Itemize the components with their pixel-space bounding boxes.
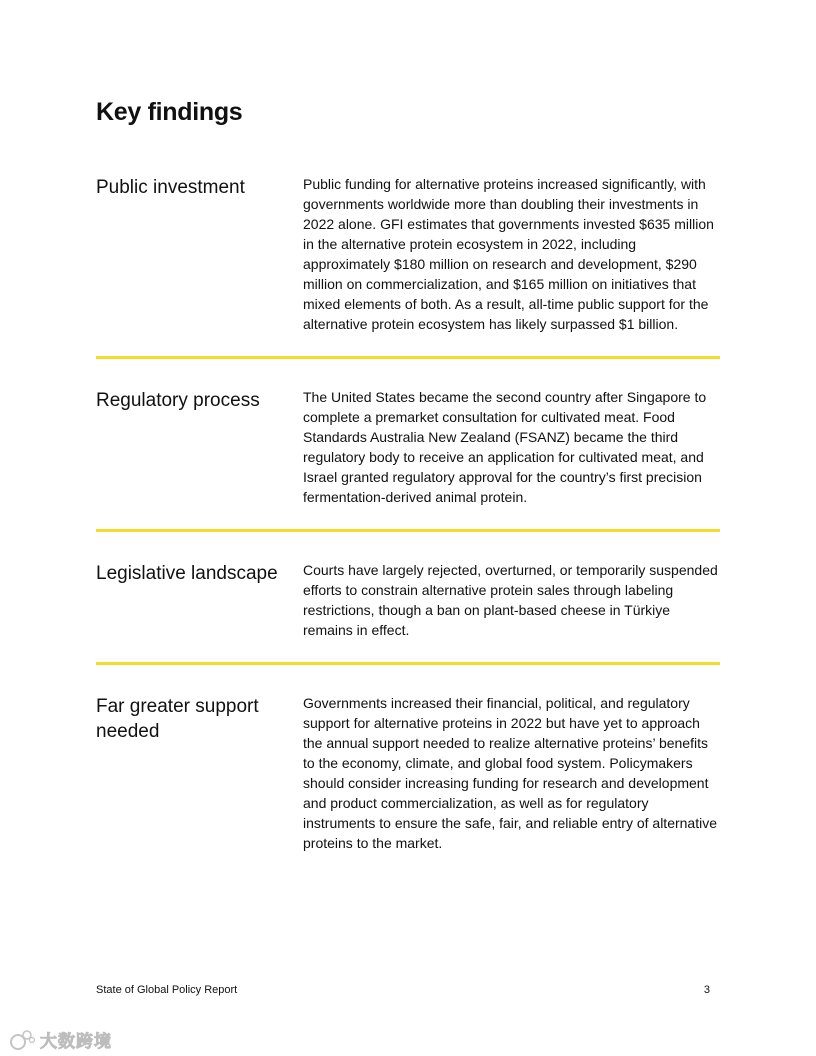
- finding-body: The United States became the second country after Singapore to complete a premarket consultation for cultivated meat. Food Standards Australia New Zealand (FSANZ) became the third regulatory body to receive an application for cultivated meat, and Israel granted regulatory approval for the country’s first precision fermentation-derived animal protein.: [303, 389, 707, 505]
- finding-body: Public funding for alternative proteins increased significantly, with governments worldwide more than doubling their investments in 2022 alone. GFI estimates that governments invested $635 million in the alternative protein ecosystem in 2022, including approximately $180 million on research and development, $290 million on commercialization, and $165 million on initiatives that mixed elements of both. As a result, all-time public support for the alternative protein ecosystem has likely surpassed $1 billion.: [303, 176, 714, 332]
- footer-report-name: State of Global Policy Report: [96, 984, 238, 996]
- finding-title: Legislative landscape: [96, 563, 278, 584]
- finding-title: Public investment: [96, 177, 245, 198]
- footer-page-number: 3: [703, 984, 710, 996]
- page-title: Key findings: [96, 98, 243, 126]
- watermark: [8, 1027, 112, 1052]
- finding-title: Regulatory process: [96, 390, 260, 411]
- finding-body: Courts have largely rejected, overturned, or temporarily suspended efforts to constrain alternative protein sales through labeling restrictions, though a ban on plant-based cheese in Türkiye remains in effect.: [303, 562, 718, 638]
- finding-body: Governments increased their financial, political, and regulatory support for alternative proteins in 2022 but have yet to approach the annual support needed to realize alternative proteins’ benefits to the economy, climate, and global food system. Policymakers should consider increasing funding for research and development and product commercialization, as well as for regulatory instruments to ensure the safe, fair, and reliable entry of alternative proteins to the market.: [303, 695, 718, 851]
- finding-far-greater-support: [96, 693, 720, 853]
- finding-legislative-landscape: [96, 560, 720, 640]
- watermark-logo-icon: [8, 1028, 36, 1052]
- key-findings-list: [96, 174, 720, 853]
- finding-regulatory-process: [96, 387, 720, 507]
- yellow-divider: [96, 662, 720, 665]
- finding-title: Far greater support needed: [96, 696, 259, 742]
- watermark-text: 大数跨境: [40, 1032, 112, 1051]
- yellow-divider: [96, 356, 720, 359]
- finding-public-investment: [96, 174, 720, 334]
- yellow-divider: [96, 529, 720, 532]
